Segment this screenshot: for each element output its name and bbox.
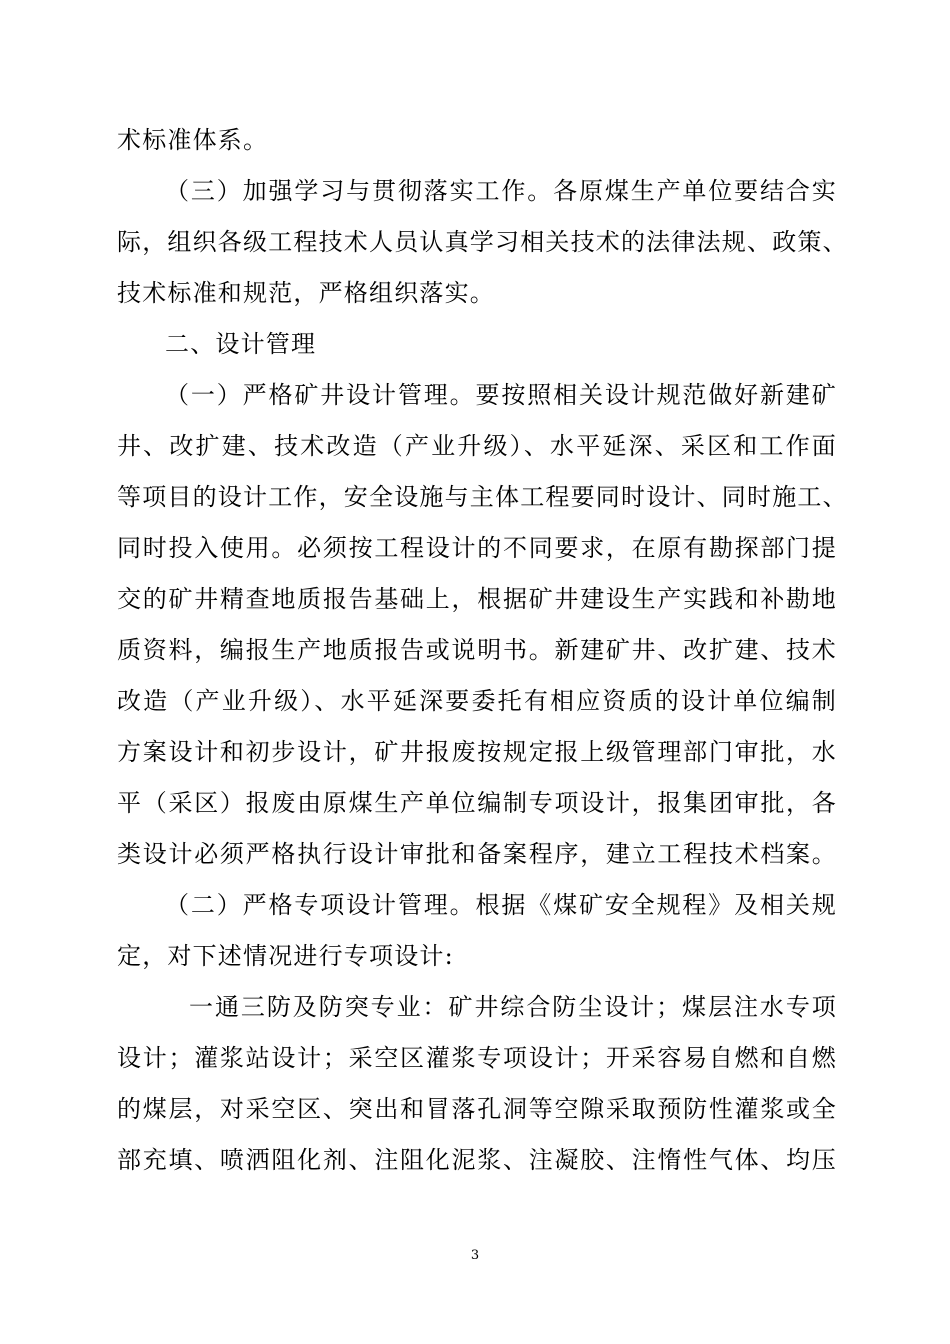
text-line-2: （三）加强学习与贯彻落实工作。各原煤生产单位要结合实	[165, 177, 837, 205]
text-line-16: （二）严格专项设计管理。根据《煤矿安全规程》及相关规	[165, 891, 837, 919]
text-line-11: 质资料，编报生产地质报告或说明书。新建矿井、改扩建、技术	[117, 636, 837, 664]
text-line-1: 术标准体系。	[117, 126, 269, 154]
text-line-4: 技术标准和规范，严格组织落实。	[117, 279, 495, 307]
text-line-21: 部充填、喷洒阻化剂、注阻化泥浆、注凝胶、注惰性气体、均压	[117, 1146, 837, 1174]
text-line-12: 改造（产业升级）、水平延深要委托有相应资质的设计单位编制	[117, 687, 837, 715]
text-line-7: 井、改扩建、技术改造（产业升级）、水平延深、采区和工作面	[117, 432, 837, 460]
text-line-15: 类设计必须严格执行设计审批和备案程序，建立工程技术档案。	[117, 840, 837, 868]
section-heading: 二、设计管理	[165, 330, 317, 358]
text-line-3: 际，组织各级工程技术人员认真学习相关技术的法律法规、政策、	[117, 228, 848, 256]
text-line-10: 交的矿井精查地质报告基础上，根据矿井建设生产实践和补勘地	[117, 585, 837, 613]
page-number: 3	[470, 1248, 480, 1263]
text-line-20: 的煤层，对采空区、突出和冒落孔洞等空隙采取预防性灌浆或全	[117, 1095, 837, 1123]
text-line-6: （一）严格矿井设计管理。要按照相关设计规范做好新建矿	[165, 381, 837, 409]
text-line-19: 设计；灌浆站设计；采空区灌浆专项设计；开采容易自燃和自燃	[117, 1044, 837, 1072]
text-line-14: 平（采区）报废由原煤生产单位编制专项设计，报集团审批，各	[117, 789, 837, 817]
text-line-13: 方案设计和初步设计，矿井报废按规定报上级管理部门审批，水	[117, 738, 837, 766]
text-line-17: 定，对下述情况进行专项设计:	[117, 942, 454, 970]
text-line-8: 等项目的设计工作，安全设施与主体工程要同时设计、同时施工、	[117, 483, 848, 511]
text-line-18: 一通三防及防突专业：矿井综合防尘设计；煤层注水专项	[189, 993, 837, 1021]
text-line-9: 同时投入使用。必须按工程设计的不同要求，在原有勘探部门提	[117, 534, 837, 562]
